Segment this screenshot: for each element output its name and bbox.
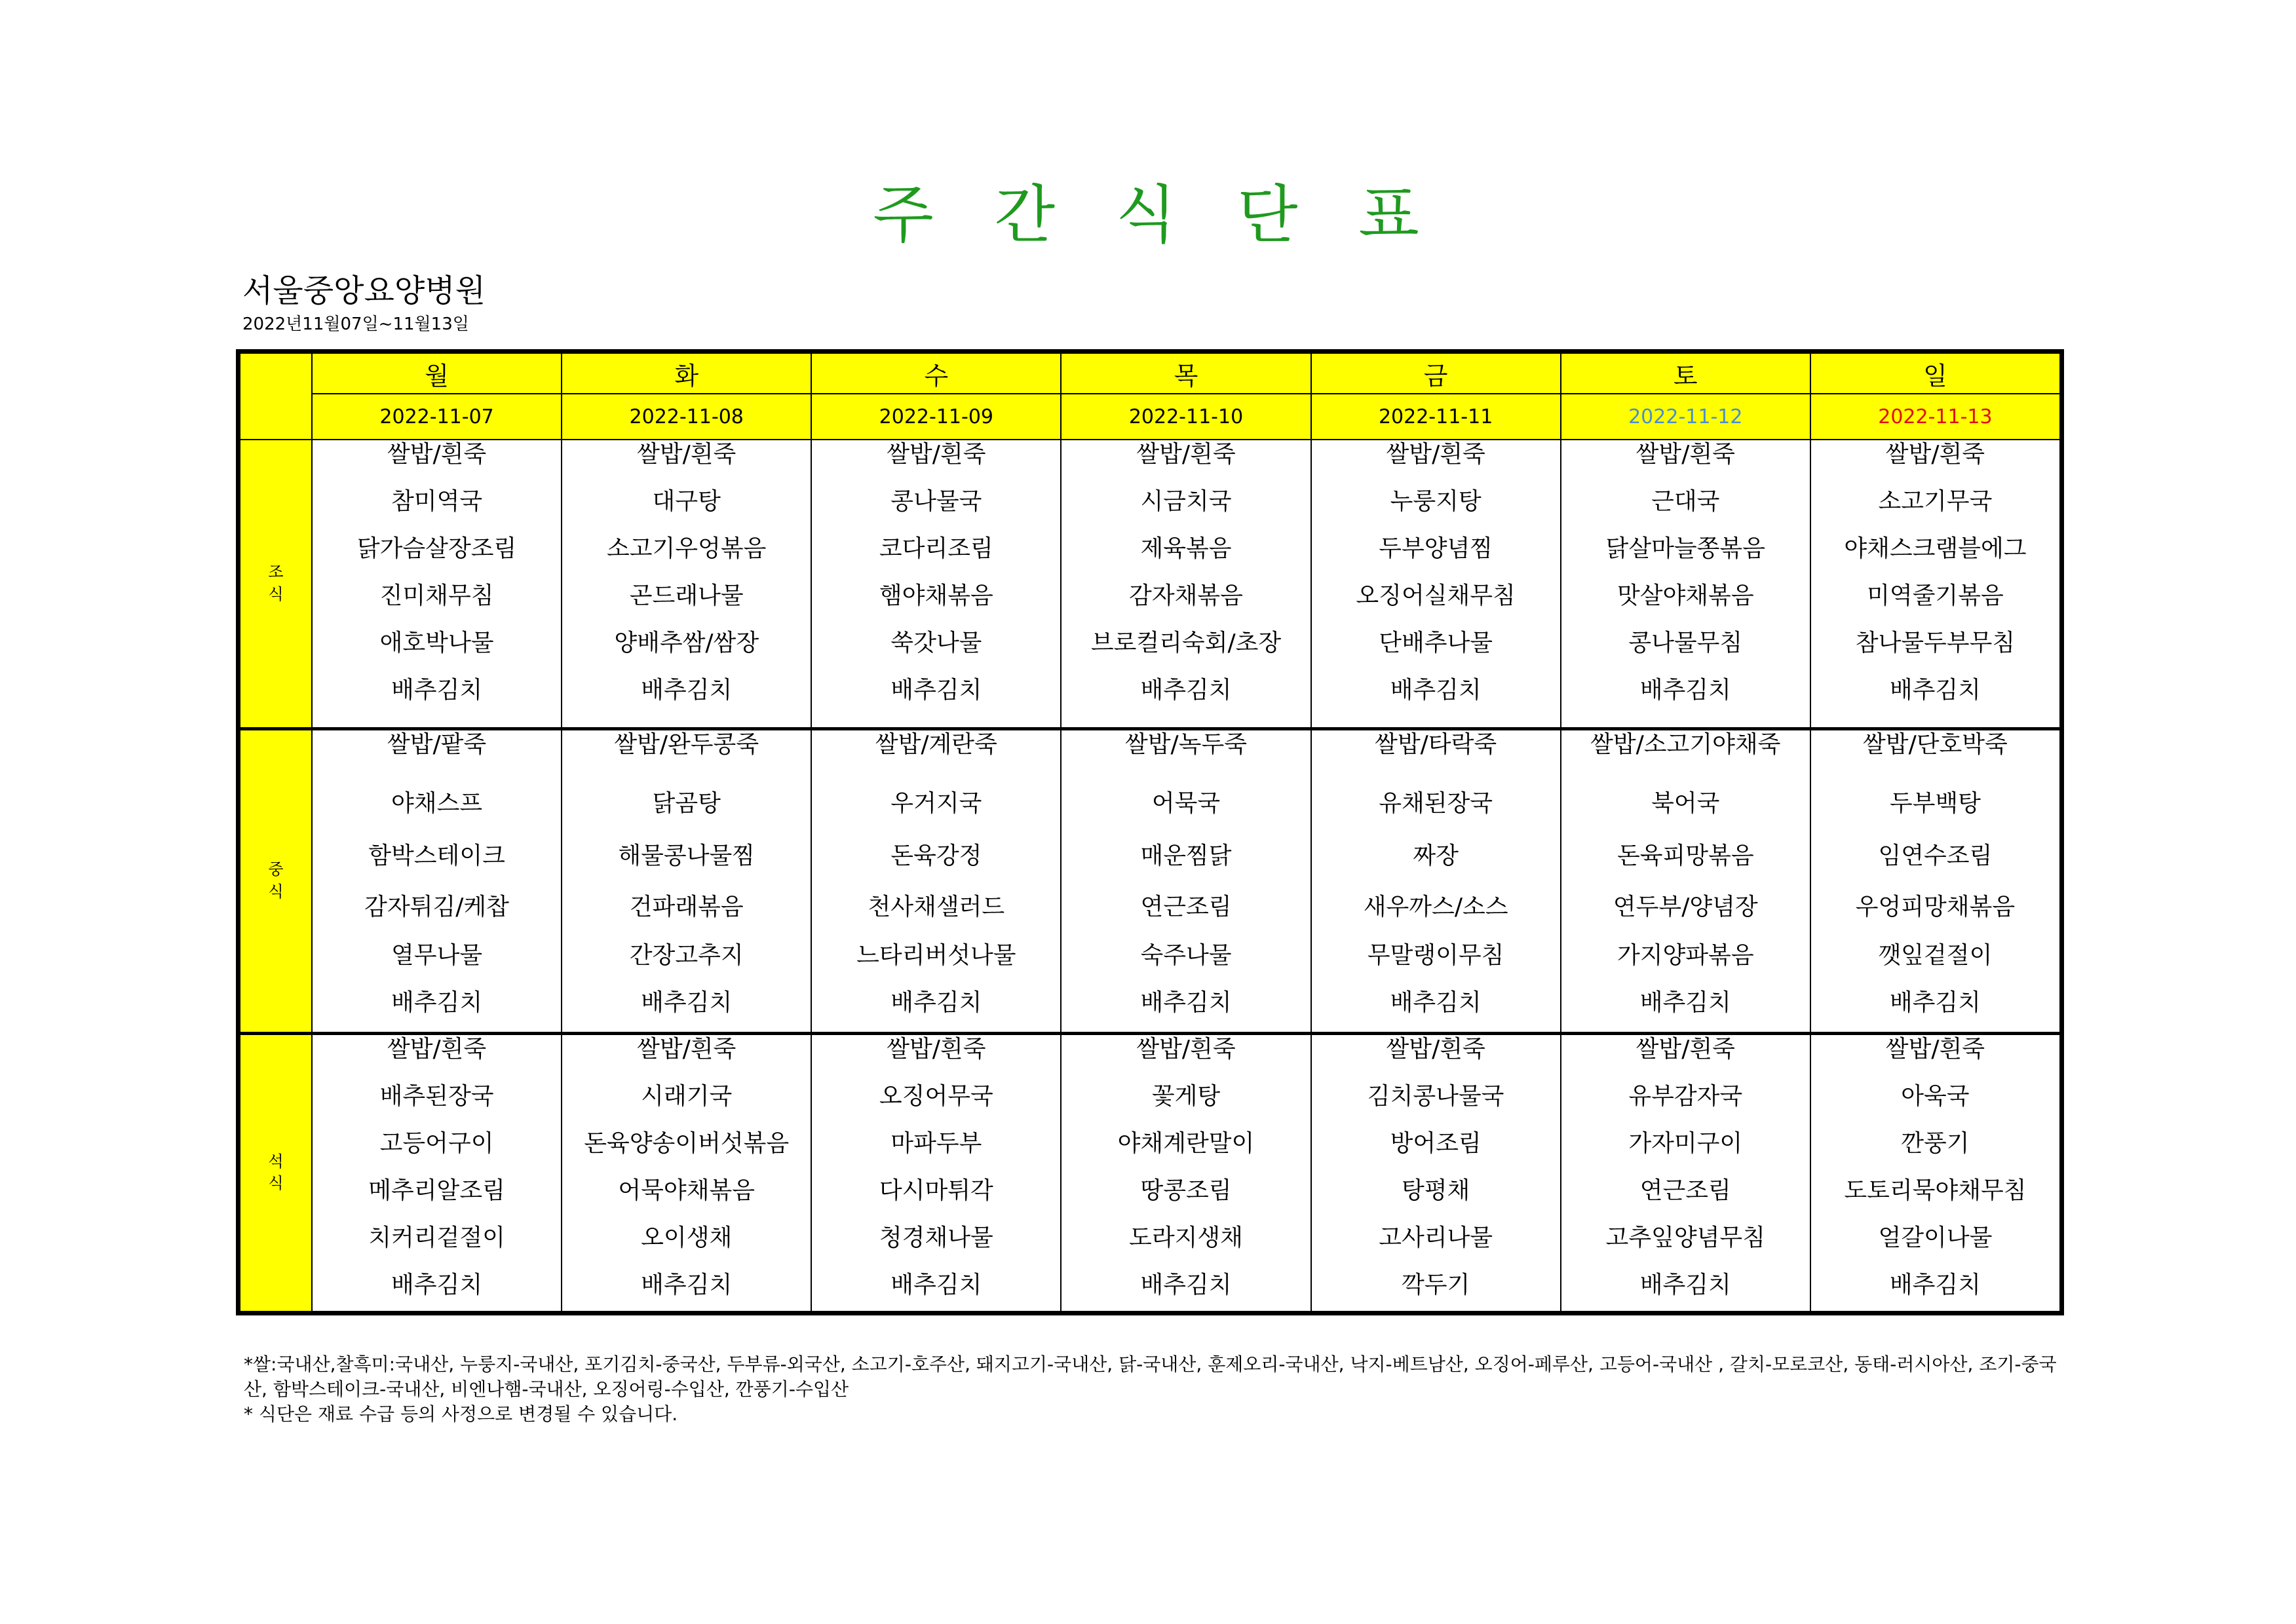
dish-item: 배추김치 — [1639, 677, 1731, 704]
dish-item: 쌀밥/흰죽 — [387, 441, 487, 468]
date-header-row — [240, 394, 2060, 440]
dish-item: 쌀밥/팥죽 — [387, 730, 487, 758]
dish-item: 배추김치 — [1889, 1271, 1981, 1298]
dish-item: 배추김치 — [1889, 677, 1981, 704]
dish-item: 배추김치 — [641, 989, 733, 1016]
menu-cell-wed — [811, 440, 1061, 728]
menu-cell-tue — [562, 728, 811, 1033]
dish-item: 매운찜닭 — [1140, 842, 1232, 869]
dish-item: 배추김치 — [1639, 989, 1731, 1016]
breakfast-row — [240, 440, 2060, 728]
dish-item: 두부양념찜 — [1379, 535, 1493, 562]
dish-item: 콩나물국 — [890, 488, 982, 515]
dish-item: 탕평채 — [1401, 1177, 1470, 1204]
dish-item: 쌀밥/흰죽 — [1885, 441, 1985, 468]
dish-item: 쑥갓나물 — [890, 630, 982, 656]
dish-item: 도라지생채 — [1129, 1224, 1243, 1251]
dish-item: 감자채볶음 — [1129, 582, 1243, 609]
dish-item: 유부감자국 — [1628, 1082, 1743, 1110]
menu-cell-mon — [312, 1033, 562, 1312]
dish-item: 유채된장국 — [1379, 789, 1493, 817]
menu-cell-fri — [1311, 1033, 1561, 1312]
dish-item: 브로컬리숙회/초장 — [1090, 630, 1282, 656]
dish-item: 함박스테이크 — [368, 842, 505, 869]
dish-item: 천사채샐러드 — [868, 893, 1005, 920]
weekday-sat: 토 — [1561, 353, 1810, 394]
dish-item: 배추김치 — [641, 677, 733, 704]
dish-item: 마파두부 — [890, 1129, 982, 1157]
dish-item: 쌀밥/흰죽 — [387, 1035, 487, 1063]
date-thu: 2022-11-10 — [1061, 394, 1311, 440]
dish-item: 배추김치 — [1889, 989, 1981, 1016]
menu-cell-sun — [1810, 1033, 2060, 1312]
dish-item: 쌀밥/단호박죽 — [1863, 730, 2008, 758]
menu-cell-sun — [1810, 440, 2060, 728]
weekday-mon: 월 — [312, 353, 562, 394]
dish-item: 쌀밥/타락죽 — [1375, 730, 1497, 758]
dish-item: 북어국 — [1651, 789, 1720, 817]
dish-item: 배추김치 — [890, 989, 982, 1016]
dish-item: 쌀밥/계란죽 — [875, 730, 997, 758]
dish-item: 쌀밥/흰죽 — [1636, 1035, 1735, 1063]
dish-item: 가자미구이 — [1628, 1129, 1743, 1157]
menu-cell-wed — [811, 728, 1061, 1033]
dish-item: 건파래볶음 — [629, 893, 744, 920]
dish-item: 연두부/양념장 — [1613, 893, 1758, 920]
dish-item: 누룽지탕 — [1390, 488, 1482, 515]
dish-item: 곤드래나물 — [629, 582, 744, 609]
dish-item: 배추김치 — [641, 1271, 733, 1298]
dish-item: 깍두기 — [1401, 1271, 1470, 1298]
dish-item: 배추김치 — [890, 677, 982, 704]
dish-item: 연근조림 — [1639, 1177, 1731, 1204]
dish-item: 어묵야채볶음 — [618, 1177, 756, 1204]
date-wed: 2022-11-09 — [811, 394, 1061, 440]
dish-item: 꽃게탕 — [1151, 1082, 1221, 1110]
organization-name: 서울중앙요양병원 — [242, 273, 486, 309]
dish-item: 코다리조림 — [879, 535, 993, 562]
dish-item: 쌀밥/흰죽 — [1386, 1035, 1485, 1063]
weekday-header-row — [240, 353, 2060, 394]
dish-item: 맛살야채볶음 — [1617, 582, 1754, 609]
dish-item: 배추된장국 — [379, 1082, 494, 1110]
weekday-fri: 금 — [1311, 353, 1561, 394]
dish-item: 쌀밥/흰죽 — [1136, 1035, 1236, 1063]
dish-item: 숙주나물 — [1140, 941, 1232, 969]
dish-item: 간장고추지 — [629, 941, 744, 969]
dish-item: 임연수조림 — [1878, 842, 1993, 869]
dish-item: 쌀밥/흰죽 — [1386, 441, 1485, 468]
dish-item: 쌀밥/완두콩죽 — [614, 730, 759, 758]
dish-item: 콩나물무침 — [1628, 630, 1743, 656]
meal-label-text: 중식 — [268, 860, 284, 901]
dish-item: 시금치국 — [1140, 488, 1232, 515]
menu-cell-thu — [1061, 440, 1311, 728]
dish-item: 시래기국 — [641, 1082, 733, 1110]
dish-item: 얼갈이나물 — [1878, 1224, 1993, 1251]
dish-item: 돈육피망볶음 — [1617, 842, 1754, 869]
menu-cell-mon — [312, 728, 562, 1033]
dish-item: 쌀밥/흰죽 — [1136, 441, 1236, 468]
dish-item: 무말랭이무침 — [1367, 941, 1504, 969]
weekday-tue: 화 — [562, 353, 811, 394]
dish-item: 도토리묵야채무침 — [1844, 1177, 2027, 1204]
dish-item: 쌀밥/녹두죽 — [1124, 730, 1247, 758]
dish-item: 배추김치 — [890, 1271, 982, 1298]
dish-item: 배추김치 — [1390, 989, 1482, 1016]
dish-item: 해물콩나물찜 — [618, 842, 756, 869]
dish-item: 감자튀김/케찹 — [364, 893, 509, 920]
dish-item: 제육볶음 — [1140, 535, 1232, 562]
dish-item: 열무나물 — [391, 941, 483, 969]
dish-item: 쌀밥/흰죽 — [887, 1035, 986, 1063]
menu-cell-sat — [1561, 440, 1810, 728]
dish-item: 애호박나물 — [379, 630, 494, 656]
dish-item: 닭살마늘쫑볶음 — [1605, 535, 1765, 562]
page-title: 주 간 식 단 표 — [873, 178, 1423, 252]
dish-item: 메추리알조림 — [368, 1177, 505, 1204]
dish-item: 쌀밥/소고기야채죽 — [1590, 730, 1781, 758]
weekday-wed: 수 — [811, 353, 1061, 394]
menu-cell-fri — [1311, 728, 1561, 1033]
table-corner — [240, 353, 312, 440]
dish-item: 청경채나물 — [879, 1224, 993, 1251]
dish-item: 야채스프 — [391, 789, 483, 817]
dish-item: 두부백탕 — [1889, 789, 1981, 817]
meal-label-text: 조식 — [268, 563, 284, 603]
menu-cell-thu — [1061, 728, 1311, 1033]
dish-item: 우거지국 — [890, 789, 982, 817]
dish-item: 닭가슴살장조림 — [356, 535, 517, 562]
dish-item: 소고기무국 — [1878, 488, 1993, 515]
meal-label — [240, 728, 312, 1033]
dish-item: 땅콩조림 — [1140, 1177, 1232, 1204]
dinner-row — [240, 1033, 2060, 1312]
dish-item: 김치콩나물국 — [1367, 1082, 1504, 1110]
dish-item: 고사리나물 — [1379, 1224, 1493, 1251]
origin-note: *쌀:국내산,찰흑미:국내산, 누룽지-국내산, 포기김치-중국산, 두부류-외국산, 소고기-호주산, 돼지고기-국내산, 닭-국내산, 훈제오리-국내산, 낙지-베트남산, 오징어-페루산, 고등어-국내산 , 갈치-모로코산, 동태-러시아산, 조기-중국산, 함박스테이크-국내산, 비엔나햄-국내산, 오징어링-수입산, 깐풍기-수입산 — [244, 1353, 2057, 1400]
dish-item: 배추김치 — [1140, 989, 1232, 1016]
date-sat: 2022-11-12 — [1561, 394, 1810, 440]
dish-item: 단배추나물 — [1379, 630, 1493, 656]
dish-item: 쌀밥/흰죽 — [637, 441, 737, 468]
dish-item: 닭곰탕 — [652, 789, 721, 817]
dish-item: 야채스크램블에그 — [1844, 535, 2027, 562]
dish-item: 새우까스/소스 — [1363, 893, 1508, 920]
dish-item: 쌀밥/흰죽 — [1885, 1035, 1985, 1063]
dish-item: 배추김치 — [1140, 677, 1232, 704]
dish-item: 배추김치 — [1140, 1271, 1232, 1298]
dish-item: 소고기우엉볶음 — [606, 535, 767, 562]
dish-item: 우엉피망채볶음 — [1855, 893, 2016, 920]
menu-cell-sat — [1561, 1033, 1810, 1312]
dish-item: 어묵국 — [1151, 789, 1221, 817]
dish-item: 짜장 — [1413, 842, 1459, 869]
notes-section — [244, 1352, 2065, 1427]
dish-item: 오징어무국 — [879, 1082, 993, 1110]
dish-item: 참나물두부무침 — [1855, 630, 2016, 656]
dish-item: 배추김치 — [391, 989, 483, 1016]
meal-label — [240, 440, 312, 728]
dish-item: 돈육강정 — [890, 842, 982, 869]
date-tue: 2022-11-08 — [562, 394, 811, 440]
dish-item: 고추잎양념무침 — [1605, 1224, 1765, 1251]
dish-item: 근대국 — [1651, 488, 1720, 515]
dish-item: 방어조림 — [1390, 1129, 1482, 1157]
dish-item: 오이생채 — [641, 1224, 733, 1251]
dish-item: 양배추쌈/쌈장 — [614, 630, 759, 656]
dish-item: 고등어구이 — [379, 1129, 494, 1157]
dish-item: 햄야채볶음 — [879, 582, 993, 609]
menu-cell-tue — [562, 1033, 811, 1312]
dish-item: 연근조림 — [1140, 893, 1232, 920]
dish-item: 배추김치 — [391, 677, 483, 704]
date-mon: 2022-11-07 — [312, 394, 562, 440]
dish-item: 배추김치 — [1639, 1271, 1731, 1298]
dish-item: 참미역국 — [391, 488, 483, 515]
weekday-sun: 일 — [1810, 353, 2060, 394]
menu-cell-thu — [1061, 1033, 1311, 1312]
menu-period: 2022년11월07일~11월13일 — [242, 314, 469, 334]
lunch-row — [240, 728, 2060, 1033]
dish-item: 쌀밥/흰죽 — [887, 441, 986, 468]
dish-item: 느타리버섯나물 — [856, 941, 1016, 969]
dish-item: 미역줄기볶음 — [1867, 582, 2004, 609]
dish-item: 가지양파볶음 — [1617, 941, 1754, 969]
dish-item: 오징어실채무침 — [1356, 582, 1516, 609]
dish-item: 배추김치 — [1390, 677, 1482, 704]
weekday-thu: 목 — [1061, 353, 1311, 394]
meal-label-text: 석식 — [268, 1152, 284, 1193]
dish-item: 야채계란말이 — [1117, 1129, 1255, 1157]
menu-cell-sun — [1810, 728, 2060, 1033]
change-note: * 식단은 재료 수급 등의 사정으로 변경될 수 있습니다. — [244, 1403, 678, 1425]
menu-cell-wed — [811, 1033, 1061, 1312]
dish-item: 쌀밥/흰죽 — [637, 1035, 737, 1063]
dish-item: 깻잎겉절이 — [1878, 941, 1993, 969]
menu-cell-tue — [562, 440, 811, 728]
menu-cell-mon — [312, 440, 562, 728]
menu-cell-sat — [1561, 728, 1810, 1033]
weekly-menu-table — [239, 352, 2061, 1312]
dish-item: 깐풍기 — [1901, 1129, 1970, 1157]
date-sun: 2022-11-13 — [1810, 394, 2060, 440]
dish-item: 쌀밥/흰죽 — [1636, 441, 1735, 468]
dish-item: 치커리겉절이 — [368, 1224, 505, 1251]
dish-item: 다시마튀각 — [879, 1177, 993, 1204]
meal-label — [240, 1033, 312, 1312]
dish-item: 배추김치 — [391, 1271, 483, 1298]
date-fri: 2022-11-11 — [1311, 394, 1561, 440]
dish-item: 아욱국 — [1901, 1082, 1970, 1110]
dish-item: 대구탕 — [652, 488, 721, 515]
dish-item: 진미채무침 — [379, 582, 494, 609]
menu-cell-fri — [1311, 440, 1561, 728]
dish-item: 돈육양송이버섯볶음 — [584, 1129, 790, 1157]
